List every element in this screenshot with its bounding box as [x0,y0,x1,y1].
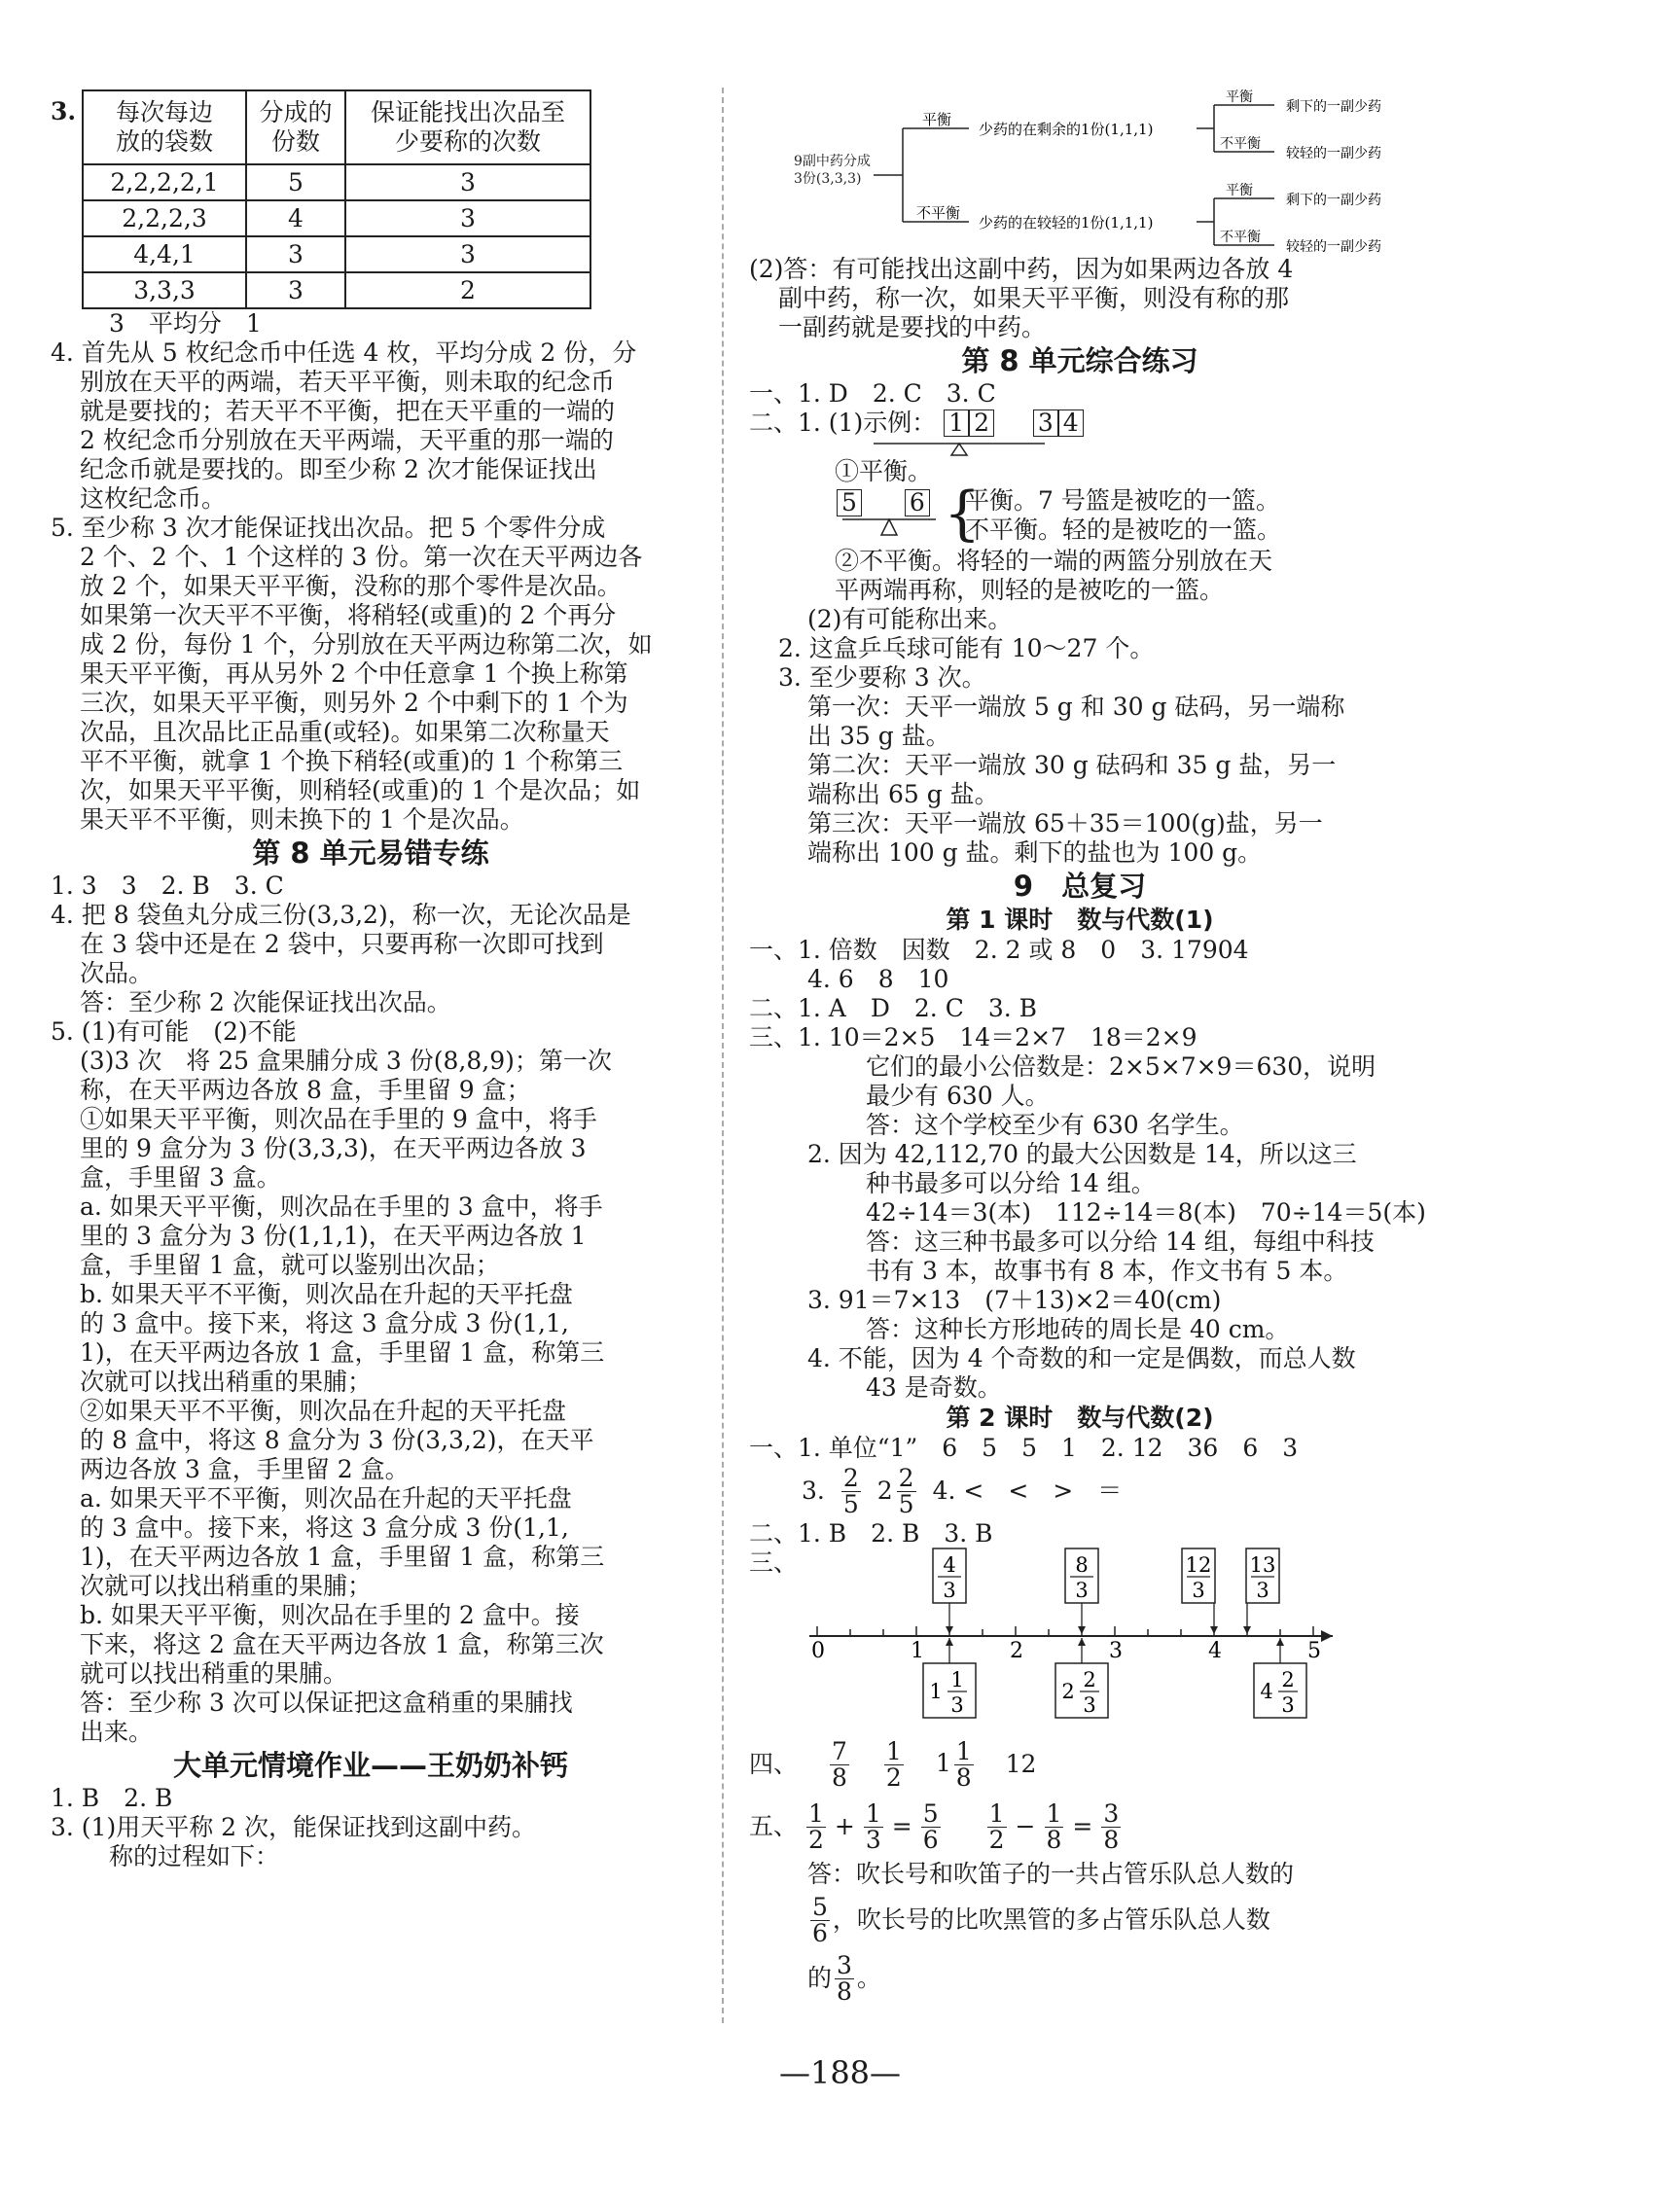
text-line: 书有 3 本，故事书有 8 本，作文书有 5 本。 [866,1257,1348,1285]
lesson2-heading: 第 2 课时 数与代数(2) [946,1404,1214,1432]
text-line: 2 [876,1477,893,1505]
fraction: $\frac{1}{2}$ [885,1736,902,1792]
text-line: 第一次：天平一端放 5 g 和 30 g 砝码，另一端称 [807,693,1345,721]
text-line: 这枚纪念币。 [80,484,227,513]
fraction: $\frac{1}{8}$ [1046,1798,1062,1854]
text-line: 5. 至少称 3 次才能保证找出次品。把 5 个零件分成 [51,514,606,542]
text-line: 的 3 盒中。接下来，将这 3 盒分成 3 份(1,1, [80,1309,569,1337]
basket-box: 3 [1033,409,1058,437]
fraction: $\frac{1}{8}$ [955,1736,972,1792]
l2-wu-line: 五、 $\frac{1}{2}$ + $\frac{1}{3}$ = $\frac{5}{6}$ $\frac{1}{2}$ − $\frac{1}{8}$ = $\frac{3}{8}$ [749,1798,1120,1854]
text-line: 2. 这盒乒乓球可能有 10～27 个。 [778,634,1155,662]
top-fraction-numerator: 13 [1249,1553,1276,1577]
top-fraction-denominator: 3 [1192,1579,1205,1602]
weighing-table [82,89,591,309]
text-line: 三、 [749,1548,799,1577]
text-line: 别放在天平的两端，若天平平衡，则未取的纪念币 [80,368,616,396]
text-line: 3. 至少要称 3 次。 [778,663,986,692]
tick-label: 1 [911,1639,924,1663]
section-heading-unit8: 第 8 单元综合练习 [961,344,1198,377]
fraction: $\frac{5}{6}$ [812,1892,828,1947]
text-line: 答：这个学校至少有 630 名学生。 [866,1111,1244,1139]
text-line: 二、1. B 2. B 3. B [749,1519,993,1548]
basket-branch [749,480,1411,548]
text-line: 4. 不能，因为 4 个奇数的和一定是偶数，而总人数 [807,1344,1356,1372]
table-cell: 3 [246,272,345,308]
tick-label: 3 [1109,1639,1123,1663]
text-line: 5. (1)有可能 (2)不能 [51,1017,297,1046]
text-line: 4. < < > ＝ [932,1477,1123,1505]
text-line: 3. 91＝7×13 (7＋13)×2＝40(cm) [807,1286,1222,1314]
text-line: ①平衡。 [835,457,933,485]
text-line: 3. [802,1477,825,1505]
text-line: 1 [935,1748,951,1777]
text-line: 第三次：天平一端放 65＋35＝100(g)盐，另一 [807,809,1323,837]
text-line: 的 3 盒中。接下来，将这 3 盒分成 3 份(1,1, [80,1513,569,1542]
text-line: 4. 把 8 袋鱼丸分成三份(3,3,2)，称一次，无论次品是 [51,901,631,929]
table-header-cell: 保证能找出次品至 少要称的次数 [345,90,590,164]
text-line: 下来，将这 2 盒在天平两边各放 1 盒，称第三次 [80,1630,604,1658]
text-line: 果天平不平衡，则未换下的 1 个是次品。 [80,805,524,834]
text-line: 称，在天平两边各放 8 盒，手里留 9 盒； [80,1076,531,1104]
bottom-mixed-whole: 2 [1061,1680,1075,1703]
text-line: 1. 3 3 2. B 3. C [51,872,284,900]
table-cell: 5 [246,164,345,200]
text-line: 次就可以找出稍重的果脯； [80,1368,373,1396]
text-line: 42÷14＝3(本) 112÷14＝8(本) 70÷14＝5(本) [866,1198,1426,1227]
bottom-mixed-numerator: 2 [1083,1668,1096,1691]
fraction: $\frac{1}{2}$ [988,1798,1005,1854]
text-line: ②如果天平不平衡，则次品在升起的天平托盘 [80,1397,567,1425]
tree-leaf-label: 不平衡 [1220,230,1261,245]
tree-branch-unbalanced: 不平衡 [916,204,961,222]
table-cell: 4,4,1 [83,236,246,272]
bottom-arrow-head [1276,1638,1284,1646]
text-line: 的 8 盒中，将这 8 盒分为 3 份(3,3,2)，在天平 [80,1426,594,1454]
bottom-mixed-whole: 1 [929,1680,943,1703]
text-line: 果天平平衡，再从另外 2 个中任意拿 1 个换上称第 [80,659,628,688]
table-cell: 3 [246,236,345,272]
top-arrow-head [1210,1626,1218,1634]
tree-branch-balanced: 平衡 [922,111,952,128]
number-line-block [749,1548,1411,1733]
text-line: 1)，在天平两边各放 1 盒，手里留 1 盒，称第三 [80,1543,605,1571]
table-cell: 3,3,3 [83,272,246,308]
tick-label: 2 [1010,1639,1023,1663]
text-line: 二、1. A D 2. C 3. B [749,994,1037,1022]
text-line: 四、 [749,1750,799,1778]
top-arrow-head [946,1626,953,1634]
text-line: ①如果天平平衡，则次品在手里的 9 盒中，将手 [80,1105,597,1133]
text-line: 3. (1)用天平称 2 次，能保证找到这副中药。 [51,1813,537,1841]
text-line: 里的 9 盒分为 3 份(3,3,3)，在天平两边各放 3 [80,1134,587,1162]
q5-answer [51,514,691,835]
l2-si-line [749,1733,1411,1796]
text-line: 次，如果天平平衡，则稍轻(或重)的 1 个是次品；如 [80,776,641,804]
fraction: $\frac{3}{8}$ [837,1950,852,2006]
basket-example-line [749,409,1411,442]
text-line: 二、1. (1)示例： [749,409,937,437]
text-line: 放 2 个，如果天平平衡，没称的那个零件是次品。 [80,572,622,600]
tree-mid-top: 少药的在剩余的1份(1,1,1) [979,121,1154,138]
table-block [51,89,691,309]
text-line: 的 $\frac{3}{8}$ 。 [807,1950,881,2006]
bottom-mixed-numerator: 2 [1281,1668,1295,1691]
tree-leaf-text: 较轻的一副少药 [1286,239,1381,255]
text-line: 答：这种长方形地砖的周长是 40 cm。 [866,1315,1290,1343]
bottom-mixed-numerator: 1 [950,1668,964,1691]
medicine-tree-diagram [749,89,1411,255]
bottom-arrow-head [946,1638,953,1646]
fraction: $\frac{1}{2}$ [808,1798,824,1854]
balance-scale-icon [870,442,1103,457]
table-row [83,164,590,200]
l2-q3-line [749,1463,1411,1519]
text-line: 4. 6 8 10 [807,965,949,993]
tick-label: 5 [1307,1639,1321,1663]
text-line: 第二次：天平一端放 30 g 砝码和 35 g 盐，另一 [807,751,1337,779]
top-arrow-head [1078,1626,1086,1634]
text-line: 一副药就是要找的中药。 [778,313,1047,341]
text-line: 答：这三种书最多可以分给 14 组，每组中科技 [866,1228,1375,1256]
top-fraction-numerator: 8 [1075,1553,1089,1577]
basket-box: 4 [1058,409,1084,437]
text-line: 种书最多可以分给 14 组。 [866,1169,1156,1197]
table-cell: 4 [246,200,345,236]
fraction: $\frac{7}{8}$ [832,1736,847,1792]
text-line: a. 如果天平不平衡，则次品在升起的天平托盘 [80,1484,572,1513]
text-line: 三次，如果天平平衡，则另外 2 个中剩下的 1 个为 [80,689,628,717]
tree-answer [749,255,1411,342]
text-line: 里的 3 盒分为 3 份(1,1,1)，在天平两边各放 1 [80,1222,587,1250]
fraction: $\frac{5}{6}$ [922,1798,939,1854]
column-divider [722,88,724,2023]
table-cell: 2,2,2,2,1 [83,164,246,200]
top-fraction-denominator: 3 [943,1579,956,1602]
text-line: 1)，在天平两边各放 1 盒，手里留 1 盒，称第三 [80,1338,605,1367]
text-line: 三、1. 10＝2×5 14＝2×7 18＝2×9 [749,1023,1197,1051]
text-line: 最少有 630 人。 [866,1082,1050,1110]
text-line: 一、1. 单位“1” 6 5 5 1 2. 12 36 6 3 [749,1434,1299,1462]
number-line [749,1539,1411,1724]
tree-leaf-text: 较轻的一副少药 [1286,146,1381,161]
top-arrow-head [1243,1626,1251,1634]
text-line: 43 是奇数。 [866,1373,1002,1402]
text-line: 成 2 份，每份 1 个，分别放在天平两边称第二次，如 [80,630,653,659]
text-line: 纪念币就是要找的。即至少称 2 次才能保证找出 [80,455,597,483]
text-line: 答：至少称 2 次能保证找出次品。 [80,988,451,1016]
section-heading-scenario: 大单元情境作业——王奶奶补钙 [172,1749,568,1782]
page-number: —188— [778,2054,902,2091]
text-line: 次品。 [80,959,154,987]
text-line: (2)答：有可能找出这副中药，因为如果两边各放 4 [749,255,1294,283]
table-cell: 3 [345,200,590,236]
text-line: 两边各放 3 盒，手里留 2 盒。 [80,1455,410,1483]
text-line: 2 个、2 个、1 个这样的 3 份。第一次在天平两边各 [80,543,643,571]
left-column [51,89,691,1871]
text-line: 盒，手里留 1 盒，就可以鉴别出次品； [80,1251,500,1279]
text-line: 次品，且次品比正品重(或轻)。如果第二次称量天 [80,718,610,746]
table-header-cell: 每次每边 放的袋数 [83,90,246,164]
text-line: 平不平衡，就拿 1 个换下稍轻(或重)的 1 个称第三 [80,747,624,775]
text-line: 如果第一次天平不平衡，将稍轻(或重)的 2 个再分 [80,601,617,629]
text-line: (2)有可能称出来。 [807,605,1013,633]
bottom-mixed-denominator: 3 [1281,1693,1295,1717]
bottom-mixed-denominator: 3 [950,1693,964,1717]
axis-arrow-icon [1321,1630,1333,1642]
tick-label: 0 [811,1639,825,1663]
table-cell: 3 [345,164,590,200]
tree-leaf-text: 剩下的一副少药 [1286,193,1381,208]
text-line: a. 如果天平平衡，则次品在手里的 3 盒中，将手 [80,1192,603,1221]
tree-root-line2: 3份(3,3,3) [794,171,862,187]
top-fraction-denominator: 3 [1256,1579,1269,1602]
text-line: 端称出 100 g 盐。剩下的盐也为 100 g。 [807,838,1263,867]
text-line: b. 如果天平平衡，则次品在手里的 2 盒中。接 [80,1601,580,1629]
text-line: 出 35 g 盐。 [807,722,950,750]
tree-leaf-label: 不平衡 [1220,136,1261,152]
text-line: 出来。 [80,1718,154,1746]
table-cell: 2,2,2,3 [83,200,246,236]
scenario-answers [51,1784,691,1871]
table-row [83,200,590,236]
fraction: $\frac{1}{3}$ [865,1798,881,1854]
brace-icon: { [944,480,982,548]
table-cell: 2 [345,272,590,308]
section-heading-review: 9 总复习 [1013,870,1147,903]
fraction: $\frac{2}{5}$ [842,1463,859,1518]
text-line: 次就可以找出稍重的果脯； [80,1572,373,1600]
top-fraction-numerator: 12 [1185,1553,1212,1577]
text-line: 盒，手里留 3 盒。 [80,1163,281,1192]
errors-answers [51,872,691,1747]
text-line: 4. 首先从 5 枚纪念币中任选 4 枚，平均分成 2 份，分 [51,338,637,367]
balance-scale-icon [839,516,946,541]
text-line: 2 枚纪念币分别放在天平两端，天平重的那一端的 [80,426,614,454]
table-header-cell: 分成的 份数 [246,90,345,164]
fraction: $\frac{3}{8}$ [1103,1798,1120,1854]
bottom-mixed-denominator: 3 [1083,1693,1096,1717]
basket-box: 2 [969,409,994,437]
right-column [749,89,1426,2008]
table-header-row [83,90,590,164]
basket-box: 1 [944,409,969,437]
bottom-arrow-head [1078,1638,1086,1646]
text-line: 一、1. D 2. C 3. C [749,379,996,408]
text-line: 它们的最小公倍数是：2×5×7×9＝630，说明 [866,1052,1376,1081]
text-line: 一、1. 倍数 因数 2. 2 或 8 0 3. 17904 [749,936,1249,964]
fraction: $\frac{2}{5}$ [898,1463,914,1518]
text-line: b. 如果天平不平衡，则次品在升起的天平托盘 [80,1280,573,1308]
tree-leaf-text: 剩下的一副少药 [1286,99,1381,115]
text-line: 平衡。7 号篮是被吃的一篮。 [965,486,1280,515]
lesson1-heading: 第 1 课时 数与代数(1) [946,906,1214,934]
table-row [83,272,590,308]
text-line: (3)3 次 将 25 盒果脯分成 3 份(8,8,9)；第一次 [80,1047,612,1075]
text-line: 1. B 2. B [51,1784,173,1812]
text-line: 2. 因为 42,112,70 的最大公因数是 14，所以这三 [807,1140,1357,1168]
tick-label: 4 [1208,1639,1222,1663]
text-line: ②不平衡。将轻的一端的两篮分别放在天 [835,547,1273,575]
table-cell: 3 [345,236,590,272]
text-line: 在 3 袋中还是在 2 袋中，只要再称一次即可找到 [80,930,604,958]
text-line: 就可以找出稍重的果脯。 [80,1659,348,1688]
text-line: 12 [1005,1750,1037,1778]
section-heading-errors: 第 8 单元易错专练 [252,837,489,870]
text-line: 称的过程如下： [109,1842,280,1870]
text-line: 五、 [749,1812,799,1840]
table-row [83,236,590,272]
text-line: 平两端再称，则轻的是被吃的一篮。 [835,576,1225,604]
text-line: 答：吹长号和吹笛子的一共占管乐队总人数的 [807,1860,1295,1888]
tree-leaf-label: 平衡 [1226,183,1253,198]
text-line: 就是要找的；若天平不平衡，把在天平重的一端的 [80,397,616,425]
tree-root-line1: 9副中药分成 [794,154,871,169]
bottom-mixed-whole: 4 [1260,1680,1273,1703]
tree-mid-bottom: 少药的在较轻的1份(1,1,1) [979,214,1154,231]
top-fraction-numerator: 4 [943,1553,956,1577]
basket-box: 5 [837,489,862,516]
text-line: 端称出 65 g 盐。 [807,780,999,808]
text-line: $\frac{5}{6}$ ，吹长号的比吹黑管的多占管乐队总人数 [812,1892,1270,1947]
tree-leaf-label: 平衡 [1226,89,1253,105]
basket-box: 6 [905,489,930,516]
text-line: 答：至少称 3 次可以保证把这盒稍重的果脯找 [80,1689,573,1717]
table-note: 3 平均分 1 [109,309,262,338]
q4-answer [51,338,691,514]
top-fraction-denominator: 3 [1075,1579,1089,1602]
q3-label: 3. [51,97,77,125]
text-line: 副中药，称一次，如果天平平衡，则没有称的那 [778,284,1290,312]
text-line: 不平衡。轻的是被吃的一篮。 [965,516,1282,544]
